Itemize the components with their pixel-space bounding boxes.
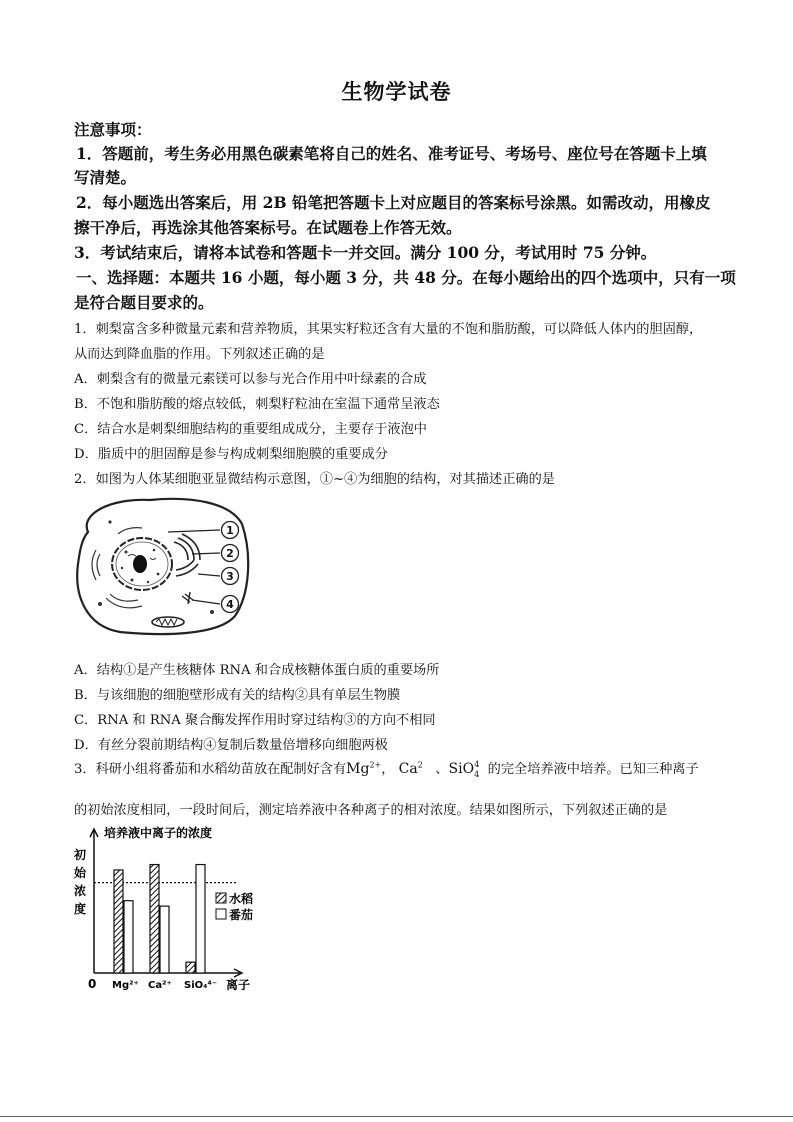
y-label-char: 始 — [74, 866, 87, 880]
q1-option-d: D．脂质中的胆固醇是参与构成刺梨细胞膜的重要成分 — [74, 447, 388, 462]
ion-mg: $Mg^{2+}$ — [346, 760, 382, 777]
ion-concentration-chart — [70, 823, 270, 998]
golgi-apparatus — [174, 534, 200, 576]
bar-rice-1 — [150, 865, 159, 973]
q2-stem: 2．如图为人体某细胞亚显微结构示意图，①~④为细胞的结构，对其描述正确的是 — [74, 472, 555, 487]
legend-swatch — [216, 909, 226, 919]
page-bottom-rule — [0, 1116, 793, 1117]
label-2: 2 — [226, 547, 234, 560]
chart-title: 培养液中离子的浓度 — [104, 826, 213, 840]
label-3: 3 — [226, 570, 234, 583]
nucleolus — [133, 555, 147, 573]
label-4: 4 — [226, 598, 234, 611]
x-tick-labels — [112, 980, 217, 991]
q2-option-b: B．与该细胞的细胞壁形成有关的结构②具有单层生物膜 — [74, 688, 401, 703]
bar-tomato-0 — [124, 901, 133, 973]
q2-option-c: C．RNA 和 RNA 聚合酶发挥作用时穿过结构③的方向不相同 — [74, 713, 436, 728]
legend-label: 水稻 — [229, 892, 254, 906]
y-label-char: 度 — [74, 902, 87, 916]
bars — [114, 865, 205, 973]
label-pointers — [168, 530, 220, 604]
legend-label: 番茄 — [229, 908, 254, 922]
origin-label: 0 — [88, 977, 97, 991]
y-label-char: 初 — [74, 848, 87, 862]
q2-option-d: D．有丝分裂前期结构④复制后数量倍增移向细胞两极 — [74, 738, 388, 753]
x-axis-label: 离子 — [226, 978, 251, 992]
bar-tomato-2 — [196, 865, 205, 973]
section-1-line-2: 是符合题目要求的。 — [74, 293, 214, 312]
cell-membrane — [77, 499, 248, 634]
notice-item-1b: 写清楚。 — [74, 168, 137, 187]
section-1-line-1: 一、选择题：本题共 16 小题，每小题 3 分，共 48 分。在每小题给出的四个选项中，只有一项 — [76, 268, 736, 287]
q1-stem-2: 从而达到降血脂的作用。下列叙述正确的是 — [74, 347, 325, 362]
q2-option-a: A．结构①是产生核糖体 RNA 和合成核糖体蛋白质的重要场所 — [74, 663, 440, 678]
q3-stem-2: 的初始浓度相同，一段时间后，测定培养液中各种离子的相对浓度。结果如图所示，下列叙述正确的是 — [74, 803, 668, 818]
x-tick-label: Mg²⁺ — [112, 980, 139, 991]
notice-item-2a: 2．每小题选出答案后，用 2B 铅笔把答题卡上对应题目的答案标号涂黑。如需改动，用橡皮 — [76, 193, 711, 212]
label-1: 1 — [226, 524, 234, 537]
q1-stem-1: 1．刺梨富含多种微量元素和营养物质，其果实籽粒还含有大量的不饱和脂肪酸，可以降低人体内的胆固醇， — [74, 322, 703, 337]
q1-option-a: A．刺梨含有的微量元素镁可以参与光合作用中叶绿素的合成 — [74, 372, 427, 387]
legend-swatch — [216, 893, 226, 903]
page-title: 生物学试卷 — [341, 79, 452, 104]
centriole — [182, 592, 193, 604]
y-label-char: 浓 — [74, 884, 87, 898]
chart-legend — [216, 891, 253, 922]
notice-heading: 注意事项： — [74, 120, 152, 139]
notice-item-2b: 擦干净后，再选涂其他答案标号。在试题卷上作答无效。 — [74, 218, 462, 237]
cell-diagram — [70, 494, 270, 639]
bar-rice-2 — [186, 962, 195, 973]
x-tick-label: SiO₄⁴⁻ — [184, 980, 218, 991]
notice-item-3: 3．考试结束后，请将本试卷和答题卡一并交回。满分 100 分，考试用时 75 分钟。 — [74, 243, 657, 262]
mitochondrion — [152, 617, 184, 627]
q1-option-b: B．不饱和脂肪酸的熔点较低，刺梨籽粒油在室温下通常呈液态 — [74, 397, 440, 412]
notice-item-1a: 1．答题前，考生务必用黑色碳素笔将自己的姓名、准考证号、考场号、座位号在答题卡上填 — [76, 144, 707, 163]
ion-sio4: SiO$_4^4$ — [448, 760, 480, 779]
x-tick-label: Ca²⁺ — [148, 980, 172, 991]
ion-ca: Ca$^2$ — [398, 760, 423, 777]
bar-rice-0 — [114, 870, 123, 973]
q3-stem-1: 3．科研小组将番茄和水稻幼苗放在配制好含有$Mg^{2+}$， Ca$^2$ 、SiO$_4^4$ 的完全培养液中培养。已知三种离子 — [74, 760, 699, 779]
bar-tomato-1 — [160, 906, 169, 973]
y-axis-label — [73, 847, 87, 916]
q1-option-c: C．结合水是刺梨细胞结构的重要组成成分，主要存于液泡中 — [74, 422, 427, 437]
